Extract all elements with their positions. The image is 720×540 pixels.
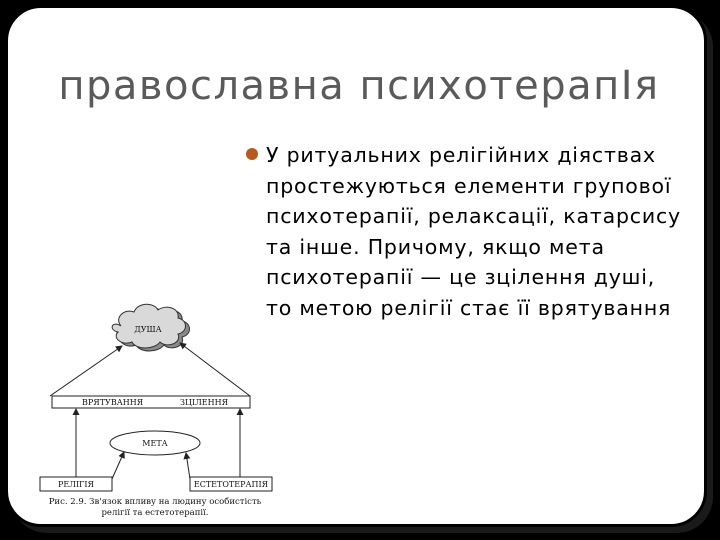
slide-card [5, 5, 707, 527]
arrow-left-soul [50, 346, 122, 396]
bullet-dot-icon [246, 148, 258, 160]
diagram-figure [30, 301, 280, 527]
aesthetic-therapy-label: ЕСТЕТОТЕРАПІЯ [193, 480, 269, 489]
figure-caption: Рис. 2.9. Зв'язок впливу на людину особистість релігії та естетотерапії. [48, 497, 262, 518]
arrow-right-soul [180, 343, 250, 396]
arrow-therapy-goal [186, 453, 190, 479]
diagram-svg [30, 301, 280, 527]
soul-label: ДУША [134, 325, 162, 334]
goal-label: МЕТА [142, 439, 168, 448]
religion-label: РЕЛІГІЯ [58, 480, 94, 489]
bullet-text: У ритуальних релігійних діяствах простежуються елементи групової психотерапії, релаксації, катарсису та інше. Причому, якщо мета психотерапії — це зцілення душі, то метою релігії стає її врятування [266, 143, 681, 320]
arrow-religion-goal [112, 452, 124, 479]
slide-title: православна психотерапІя [58, 63, 660, 109]
healing-label: ЗЦІЛЕННЯ [180, 398, 229, 407]
salvation-label: ВРЯТУВАННЯ [82, 398, 144, 407]
